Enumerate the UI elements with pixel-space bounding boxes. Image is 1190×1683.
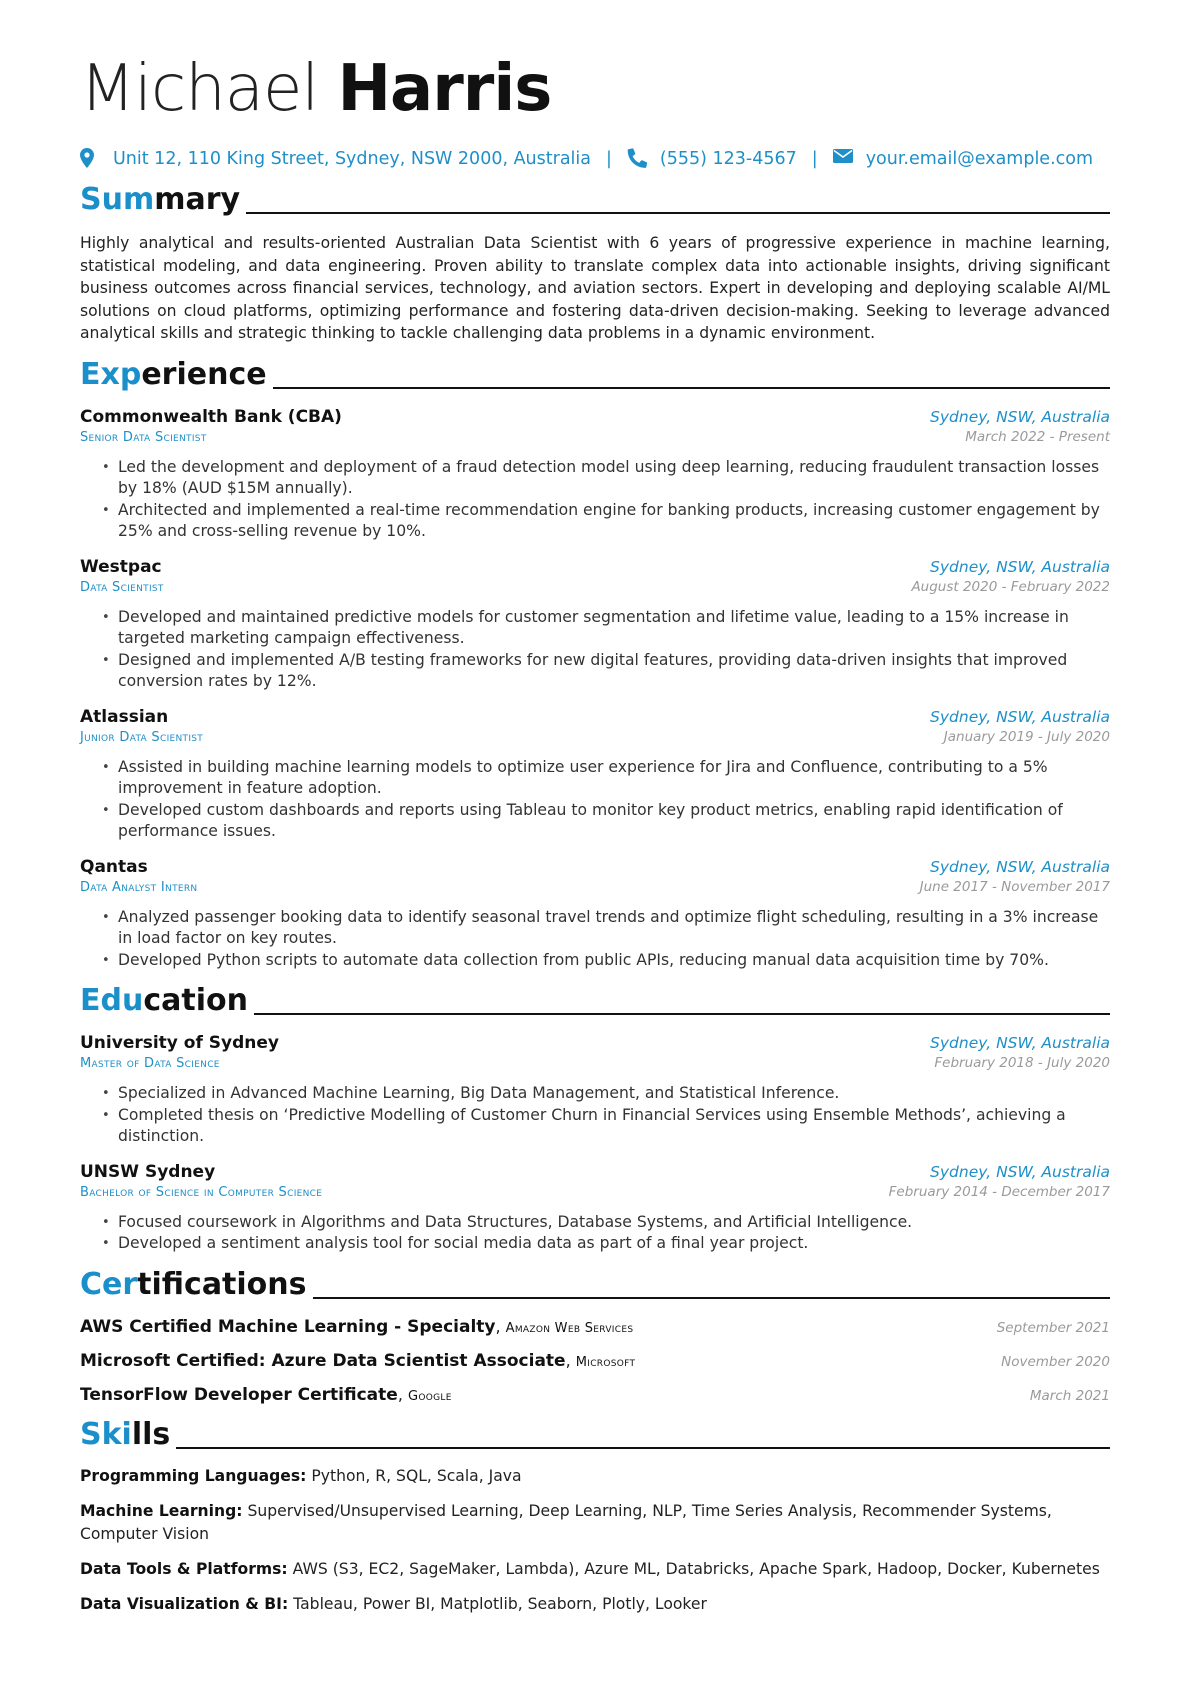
- skill-label: Data Tools & Platforms:: [80, 1559, 288, 1578]
- skill-value: Supervised/Unsupervised Learning, Deep Learning, NLP, Time Series Analysis, Recommender Systems, Computer Vision: [80, 1501, 1052, 1543]
- skill-value: Tableau, Power BI, Matplotlib, Seaborn, Plotly, Looker: [293, 1594, 707, 1613]
- envelope-icon: [833, 148, 855, 170]
- first-name: Michael: [80, 52, 319, 126]
- job-title: Senior Data Scientist: [80, 429, 207, 445]
- employer-name: Qantas: [80, 856, 148, 877]
- section-rule: [246, 212, 1110, 214]
- experience-entry: [80, 407, 1110, 543]
- list-item: • Led the development and deployment of a fraud detection model using deep learning, reducing fraudulent transaction losses by 18% (AUD $15M annually).: [118, 457, 1110, 500]
- section-title-certifications: Certifications: [80, 1266, 307, 1302]
- skill-row: [80, 1465, 1110, 1488]
- job-bullets: [80, 607, 1110, 693]
- email-link[interactable]: your.email@example.com: [865, 149, 1094, 169]
- list-item: • Developed a sentiment analysis tool for social media data as part of a final year project.: [118, 1233, 1110, 1255]
- section-header: [80, 1415, 1110, 1453]
- list-item: • Architected and implemented a real-time recommendation engine for banking products, increasing customer engagement by 25% and cross-selling revenue by 10%.: [118, 500, 1110, 543]
- school-name: University of Sydney: [80, 1033, 280, 1053]
- certifications-section: [80, 1265, 1110, 1405]
- list-item: • Analyzed passenger booking data to identify seasonal travel trends and optimize flight scheduling, resulting in a 3% increase in load factor on key routes.: [118, 907, 1110, 950]
- skill-row: [80, 1558, 1110, 1581]
- certification-name: AWS Certified Machine Learning - Specialty: [80, 1316, 496, 1337]
- job-location: Sydney, NSW, Australia: [930, 857, 1110, 876]
- certification-date: November 2020: [1001, 1353, 1110, 1370]
- candidate-name: [80, 48, 1110, 130]
- contact-separator: |: [811, 149, 818, 169]
- phone-item[interactable]: [627, 148, 797, 170]
- certification-issuer: Microsoft: [575, 1354, 636, 1370]
- summary-section: [80, 180, 1110, 345]
- certification-row: TensorFlow Developer Certificate, Google March 2021: [80, 1384, 1110, 1405]
- section-header: [80, 981, 1110, 1019]
- job-bullets: [80, 457, 1110, 543]
- skill-label: Programming Languages:: [80, 1466, 307, 1485]
- study-dates: February 2014 - December 2017: [888, 1183, 1110, 1200]
- certification-date: March 2021: [1029, 1387, 1110, 1404]
- school-name: UNSW Sydney: [80, 1161, 216, 1182]
- skill-row: [80, 1593, 1110, 1616]
- list-item: • Completed thesis on ‘Predictive Modelling of Customer Churn in Financial Services using Ensemble Methods’, achieving a distinction.: [118, 1105, 1110, 1148]
- job-location: Sydney, NSW, Australia: [930, 557, 1110, 576]
- education-section: [80, 981, 1110, 1255]
- section-rule: [313, 1297, 1110, 1299]
- contact-line: [80, 148, 1110, 170]
- degree-name: Master of Data Science: [80, 1056, 220, 1071]
- job-dates: August 2020 - February 2022: [911, 578, 1110, 595]
- skill-value: Python, R, SQL, Scala, Java: [311, 1466, 522, 1485]
- certification-issuer: Google: [407, 1388, 452, 1404]
- certification-issuer: Amazon Web Services: [505, 1320, 634, 1336]
- job-title: Junior Data Scientist: [80, 729, 204, 745]
- section-title-experience: Experience: [80, 356, 267, 392]
- section-rule: [273, 387, 1110, 389]
- employer-name: Atlassian: [80, 706, 169, 727]
- job-title: Data Scientist: [80, 579, 164, 595]
- skills-section: [80, 1415, 1110, 1616]
- section-title-education: Education: [80, 983, 248, 1018]
- degree-name: Bachelor of Science in Computer Science: [80, 1184, 323, 1200]
- skill-value: AWS (S3, EC2, SageMaker, Lambda), Azure ML, Databricks, Apache Spark, Hadoop, Docker, Kubernetes: [292, 1559, 1100, 1578]
- job-dates: January 2019 - July 2020: [943, 728, 1110, 745]
- section-header: [80, 355, 1110, 393]
- section-rule: [176, 1447, 1110, 1449]
- section-title-skills: Skills: [80, 1416, 171, 1452]
- experience-entry: [80, 707, 1110, 843]
- contact-separator: |: [606, 149, 612, 169]
- address-item: [80, 148, 591, 170]
- skill-row: [80, 1500, 1110, 1546]
- email-item[interactable]: [833, 148, 1093, 170]
- section-header: [80, 180, 1110, 218]
- school-location: Sydney, NSW, Australia: [930, 1034, 1110, 1052]
- education-entry: [80, 1033, 1110, 1148]
- phone-icon: [627, 148, 649, 170]
- certification-name: TensorFlow Developer Certificate: [80, 1384, 398, 1405]
- list-item: • Specialized in Advanced Machine Learning, Big Data Management, and Statistical Inference.: [118, 1083, 1110, 1105]
- job-title: Data Analyst Intern: [80, 879, 198, 895]
- employer-name: Commonwealth Bank (CBA): [80, 406, 342, 427]
- section-rule: [254, 1013, 1110, 1015]
- job-location: Sydney, NSW, Australia: [930, 407, 1110, 426]
- certification-date: September 2021: [996, 1319, 1110, 1336]
- list-item: • Developed Python scripts to automate data collection from public APIs, reducing manual data acquisition time by 70%.: [118, 950, 1110, 972]
- section-header: [80, 1265, 1110, 1303]
- list-item: • Focused coursework in Algorithms and Data Structures, Database Systems, and Artificial Intelligence.: [118, 1212, 1110, 1234]
- experience-entry: [80, 557, 1110, 693]
- school-location: Sydney, NSW, Australia: [930, 1162, 1110, 1181]
- list-item: • Developed custom dashboards and reports using Tableau to monitor key product metrics, enabling rapid identification of performance issues.: [118, 800, 1110, 843]
- skill-label: Data Visualization & BI:: [80, 1594, 289, 1613]
- list-item: • Designed and implemented A/B testing frameworks for new digital features, providing data-driven insights that improved conversion rates by 12%.: [118, 650, 1110, 693]
- education-bullets: [80, 1083, 1110, 1148]
- education-entry: [80, 1162, 1110, 1255]
- list-item: • Assisted in building machine learning models to optimize user experience for Jira and Confluence, contributing to a 5% improvement in feature adoption.: [118, 757, 1110, 800]
- summary-text: Highly analytical and results-oriented Australian Data Scientist with 6 years of progressive experience in machine learning, statistical modeling, and data engineering. Proven ability to translate complex data into actionable insights, driving significant business outcomes across financial services, technology, and aviation sectors. Expert in developing and deploying scalable AI/ML solutions on cloud platforms, optimizing performance and fostering data-driven decision-making. Seeking to leverage advanced analytical skills and strategic thinking to tackle challenging data problems in a dynamic environment.: [80, 234, 1110, 342]
- section-title-summary: Summary: [80, 182, 241, 217]
- certification-row: AWS Certified Machine Learning - Specialty, Amazon Web Services September 2021: [80, 1316, 1110, 1337]
- education-bullets: [80, 1212, 1110, 1255]
- job-bullets: [80, 757, 1110, 843]
- job-dates: March 2022 - Present: [965, 428, 1110, 445]
- study-dates: February 2018 - July 2020: [934, 1055, 1110, 1071]
- phone-text: (555) 123-4567: [659, 149, 797, 169]
- certification-row: Microsoft Certified: Azure Data Scientist Associate, Microsoft November 2020: [80, 1350, 1110, 1371]
- job-location: Sydney, NSW, Australia: [930, 707, 1110, 726]
- skill-label: Machine Learning:: [80, 1501, 243, 1520]
- experience-entry: [80, 857, 1110, 972]
- experience-section: [80, 355, 1110, 972]
- list-item: • Developed and maintained predictive models for customer segmentation and lifetime value, leading to a 15% increase in targeted marketing campaign effectiveness.: [118, 607, 1110, 650]
- job-bullets: [80, 907, 1110, 972]
- map-marker-icon: [80, 148, 102, 170]
- certification-name: Microsoft Certified: Azure Data Scientist Associate: [80, 1350, 566, 1371]
- last-name: Harris: [337, 52, 552, 126]
- employer-name: Westpac: [80, 556, 162, 577]
- job-dates: June 2017 - November 2017: [919, 878, 1110, 895]
- address-text: Unit 12, 110 King Street, Sydney, NSW 2000, Australia: [113, 149, 591, 169]
